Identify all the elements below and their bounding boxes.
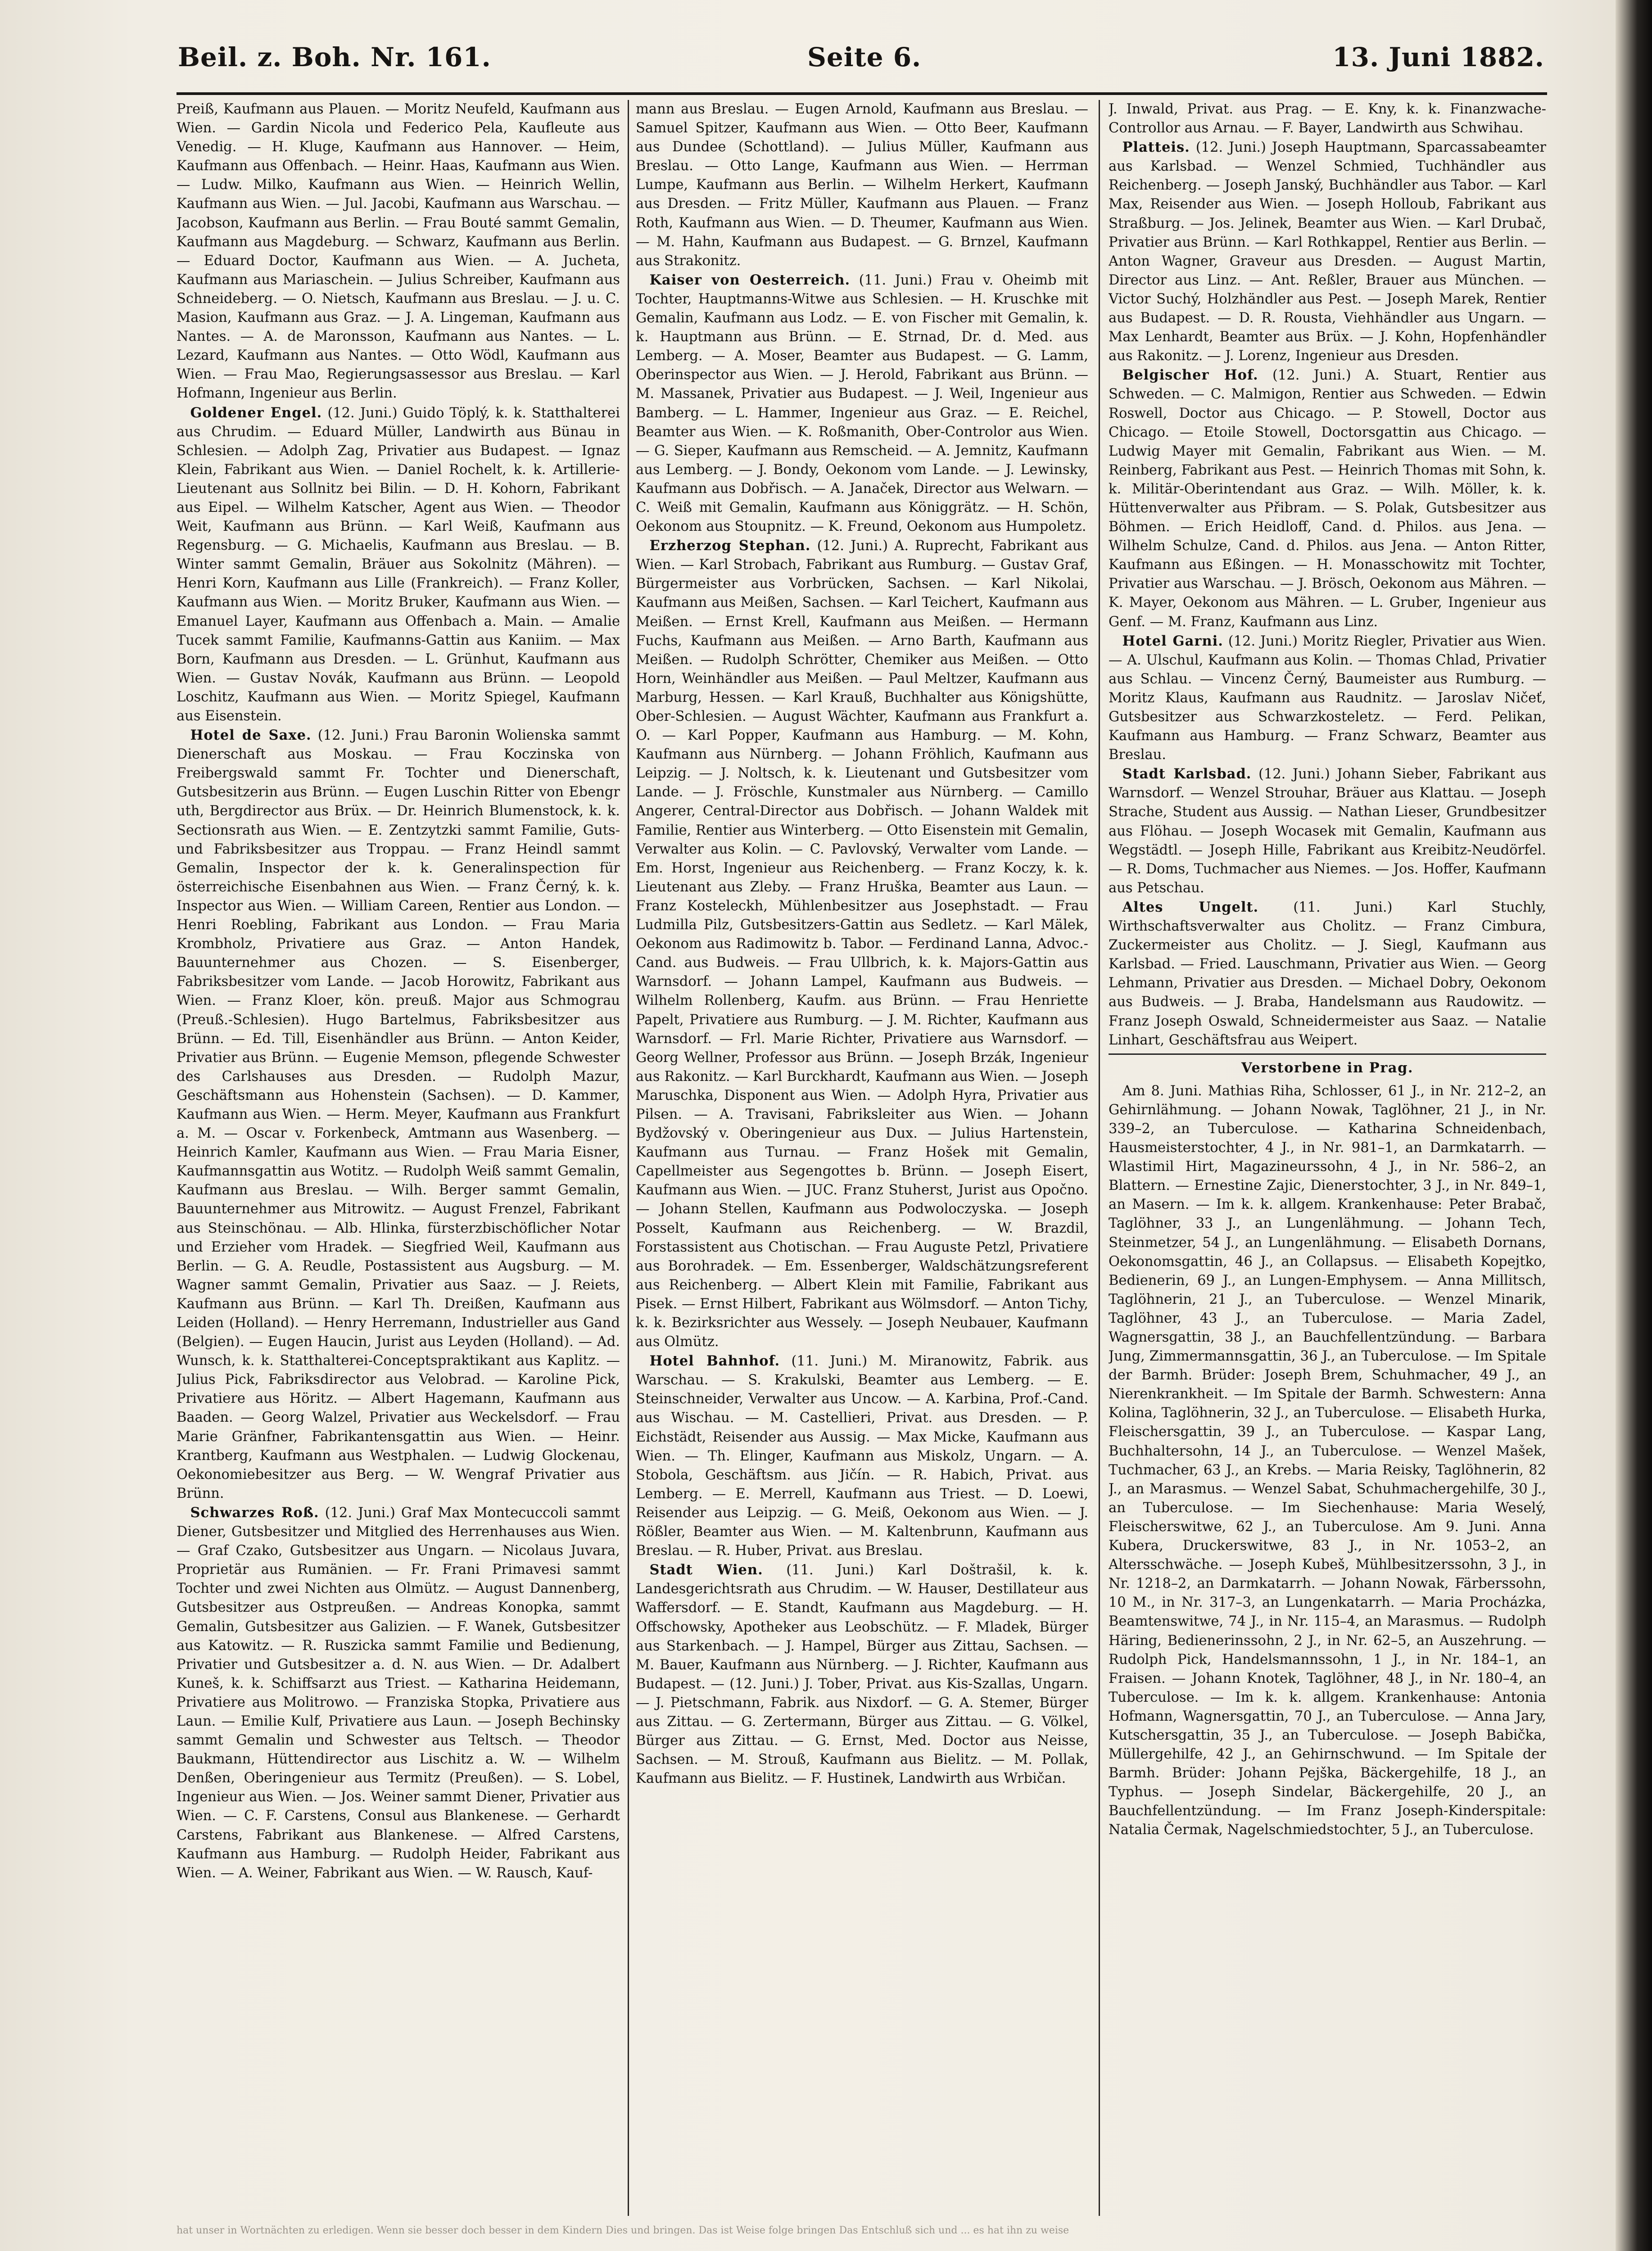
column-divider	[628, 100, 629, 2216]
hotel-name: Schwarzes Roß.	[190, 1504, 319, 1521]
hotel-name: Altes Ungelt.	[1122, 899, 1259, 915]
hotel-entry	[1109, 898, 1546, 1050]
hotel-guests: (12. Juni.) Guido Töplý, k. k. Statthalterei aus Chrudim. — Eduard Müller, Landwirth aus Bünau in Schlesien. — Adolph Zag, Privatier aus Budapest. — Ignaz Klein, Fabrikant aus Wien. — Daniel Rochelt, k. k. Artillerie-Lieutenant aus Sollnitz bei Bilin. — D. H. Kohorn, Fabrikant aus Eipel. — Wilhelm Katscher, Agent aus Wien. — Theodor Weit, Kaufmann aus Brünn. — Karl Weiß, Kaufmann aus Regensburg. — G. Michaelis, Kaufmann aus Breslau. — B. Winter sammt Gemalin, Bräuer aus Sokolnitz (Mähren). — Henri Korn, Kaufmann aus Lille (Frankreich). — Franz Koller, Kaufmann aus Wien. — Moritz Bruker, Kaufmann aus Wien. — Emanuel Layer, Kaufmann aus Offenbach a. Main. — Amalie Tucek sammt Familie, Kaufmanns-Gattin aus Kaniim. — Max Born, Kaufmann aus Dresden. — L. Grünhut, Kaufmann aus Wien. — Gustav Novák, Kaufmann aus Brünn. — Leopold Loschitz, Kaufmann aus Wien. — Moritz Spiegel, Kaufmann aus Eisenstein.	[177, 405, 620, 724]
obituary-text	[1109, 1082, 1546, 1840]
hotel-guests: (12. Juni.) A. Stuart, Rentier aus Schweden. — C. Malmigon, Rentier aus Schweden. — Edwin Roswell, Doctor aus Chicago. — P. Stowell, Doctor aus Chicago. — Etoile Stowell, Doctorsgattin aus Chicago. — Ludwig Mayer mit Gemalin, Fabrikant aus Wien. — M. Reinberg, Fabrikant aus Pest. — Heinrich Thomas mit Sohn, k. k. Militär-Oberintendant aus Graz. — Wilh. Möller, k. k. Hüttenverwalter aus Přibram. — S. Polak, Gutsbesitzer aus Böhmen. — Erich Heidloff, Cand. d. Philos. aus Jena. — Wilhelm Schulze, Cand. d. Philos. aus Jena. — Anton Ritter, Kaufmann aus Eßingen. — H. Monasschowitz mit Tochter, Privatier aus Warschau. — J. Brösch, Oekonom aus Mähren. — K. Mayer, Oekonom aus Mähren. — L. Gruber, Ingenieur aus Genf. — M. Franz, Kaufmann aus Linz.	[1109, 367, 1546, 630]
hotel-guests: (11. Juni.) Karl Stuchly, Wirthschaftsverwalter aus Cholitz. — Franz Cimbura, Zuckermeister aus Cholitz. — J. Siegl, Kaufmann aus Karlsbad. — Fried. Lauschmann, Privatier aus Wien. — Georg Lehmann, Privatier aus Dresden. — Michael Dobry, Oekonom aus Budweis. — J. Braba, Handelsmann aus Raudowitz. — Franz Joseph Oswald, Schneidermeister aus Saaz. — Natalie Linhart, Geschäftsfrau aus Weipert.	[1109, 899, 1546, 1048]
hotel-entry	[1109, 632, 1546, 765]
issue-date: 13. Juni 1882.	[1332, 42, 1544, 72]
hotel-entry	[636, 1560, 1088, 1788]
guest-list-paragraph: Preiß, Kaufmann aus Plauen. — Moritz Neufeld, Kaufmann aus Wien. — Gardin Nicola und Federico Pela, Kaufleute aus Venedig. — H. Kluge, Kaufmann aus Hannover. — Heim, Kaufmann aus Offenbach. — Heinr. Haas, Kaufmann aus Wien. — Ludw. Milko, Kaufmann aus Wien. — Heinrich Wellin, Kaufmann aus Wien. — Jul. Jacobi, Kaufmann aus Warschau. — Jacobson, Kaufmann aus Berlin. — Frau Bouté sammt Gemalin, Kaufmann aus Magdeburg. — Schwarz, Kaufmann aus Berlin. — Eduard Doctor, Kaufmann aus Wien. — A. Jucheta, Kaufmann aus Mariaschein. — Julius Schreiber, Kaufmann aus Schneideberg. — O. Nietsch, Kaufmann aus Breslau. — J. u. C. Masion, Kaufmann aus Graz. — J. A. Lingeman, Kaufmann aus Nantes. — A. de Maronsson, Kaufmann aus Nantes. — L. Lezard, Kaufmann aus Nantes. — Otto Wödl, Kaufmann aus Wien. — Frau Mao, Regierungsassessor aus Breslau. — Karl Hofmann, Ingenieur aus Berlin.	[177, 101, 620, 402]
hotel-name: Hotel de Saxe.	[190, 727, 312, 744]
obituary-section-heading	[1109, 1053, 1546, 1077]
column-1	[177, 100, 620, 2216]
hotel-name: Stadt Wien.	[649, 1562, 763, 1578]
column-2	[636, 100, 1088, 2216]
hotel-entry	[177, 1503, 620, 1883]
hotel-guests: (12. Juni.) Joseph Hauptmann, Sparcassabeamter aus Karlsbad. — Wenzel Schmied, Tuchhändler aus Reichenberg. — Joseph Janský, Buchhändler aus Tabor. — Karl Max, Reisender aus Wien. — Joseph Holloub, Fabrikant aus Straßburg. — Jos. Jelinek, Beamter aus Wien. — Karl Drubač, Privatier aus Brünn. — Karl Rothkappel, Rentier aus Berlin. — Anton Wagner, Graveur aus Dresden. — August Martin, Director aus Linz. — Ant. Reßler, Brauer aus München. — Victor Suchý, Holzhändler aus Pest. — Joseph Marek, Rentier aus Budapest. — D. R. Rousta, Viehhändler aus Ungarn. — Max Lenhardt, Beamter aus Brüx. — J. Kohn, Hopfenhändler aus Rakonitz. — J. Lorenz, Ingenieur aus Dresden.	[1109, 140, 1546, 364]
obituary-entries: Am 8. Juni. Mathias Riha, Schlosser, 61 J., in Nr. 212–2, an Gehirnlähmung. — Johann Nowak, Taglöhner, 21 J., in Nr. 339–2, an Tuberculose. — Katharina Schneidenbach, Hausmeisterstochter, 4 J., in Nr. 981–1, an Darmkatarrh. — Wlastimil Hirt, Magazineurssohn, 4 J., in Nr. 586–2, an Blattern. — Ernestine Zajic, Dienerstochter, 3 J., in Nr. 849–1, an Masern. — Im k. k. allgem. Krankenhause: Peter Brabač, Taglöhner, 33 J., an Lungenlähmung. — Johann Tech, Steinmetzer, 54 J., an Lungenlähmung. — Elisabeth Dornans, Oekonomsgattin, 46 J., an Collapsus. — Elisabeth Kopejtko, Bedienerin, 69 J., an Lungen-Emphysem. — Anna Millitsch, Taglöhnerin, 21 J., an Tuberculose. — Wenzel Minarik, Taglöhner, 43 J., an Tuberculose. — Maria Zadel, Wagnersgattin, 38 J., an Bauchfellentzündung. — Barbara Jung, Zimmermannsgattin, 36 J., an Tuberculose. — Im Spitale der Barmh. Brüder: Joseph Brem, Schuhmacher, 49 J., an Nierenkrankheit. — Im Spitale der Barmh. Schwestern: Anna Kolina, Taglöhnerin, 32 J., an Tuberculose. — Elisabeth Hurka, Fleischersgattin, 39 J., an Tuberculose. — Kaspar Lang, Buchhaltersohn, 14 J., an Tuberculose. — Wenzel Mašek, Tuchmacher, 63 J., an Krebs. — Maria Reisky, Taglöhnerin, 82 J., an Marasmus. — Wenzel Sabat, Schuhmachergehilfe, 30 J., an Tuberculose. — Im Siechenhause: Maria Weselý, Fleischerswitwe, 62 J., an Tuberculose. Am 9. Juni. Anna Kubera, Druckerswitwe, 83 J., in Nr. 1053–2, an Altersschwäche. — Joseph Kubeš, Mühlbesitzerssohn, 3 J., in Nr. 1218–2, an Darmkatarrh. — Johann Nowak, Färberssohn, 10 M., in Nr. 317–3, an Lungenkatarrh. — Maria Procházka, Beamtenswitwe, 74 J., in Nr. 115–4, an Marasmus. — Rudolph Häring, Bedienerinssohn, 2 J., in Nr. 62–5, an Auszehrung. — Rudolph Pick, Handelsmannssohn, 1 J., in Nr. 184–1, an Fraisen. — Johann Knotek, Taglöhner, 48 J., in Nr. 180–4, an Tuberculose. — Im k. k. allgem. Krankenhause: Antonia Hofmann, Wagnersgattin, 70 J., an Tuberculose. — Anna Jary, Kutschersgattin, 35 J., an Tuberculose. — Joseph Babička, Müllergehilfe, 42 J., an Gehirnschwund. — Im Spitale der Barmh. Brüder: Johann Pejška, Bäckergehilfe, 18 J., an Typhus. — Joseph Sindelar, Bäckergehilfe, 20 J., an Bauchfellentzündung. — Im Franz Joseph-Kinderspitale: Natalia Čermak, Nagelschmiedstochter, 5 J., an Tuberculose.	[1109, 1083, 1546, 1838]
hotel-entry	[1109, 366, 1546, 631]
hotel-entry	[1109, 138, 1546, 366]
hotel-guests: (12. Juni.) A. Ruprecht, Fabrikant aus Wien. — Karl Strobach, Fabrikant aus Rumburg. — Gustav Graf, Bürgermeister aus Vorbrücken, Sachsen. — Karl Nikolai, Kaufmann aus Meißen, Sachsen. — Karl Teichert, Kaufmann aus Meißen. — Ernst Krell, Kaufmann aus Meißen. — Hermann Fuchs, Kaufmann aus Meißen. — Arno Barth, Kaufmann aus Meißen. — Rudolph Schrötter, Chemiker aus Meißen. — Otto Horn, Weinhändler aus Meißen. — Paul Meltzer, Kaufmann aus Marburg, Hessen. — Karl Krauß, Buchhalter aus Königshütte, Ober-Schlesien. — August Wächter, Kaufmann aus Frankfurt a. O. — Karl Popper, Kaufmann aus Hamburg. — M. Kohn, Kaufmann aus Nürnberg. — Johann Fröhlich, Kaufmann aus Leipzig. — J. Noltsch, k. k. Lieutenant und Gutsbesitzer vom Lande. — J. Fröschle, Kunstmaler aus Nürnberg. — Camillo Angerer, Central-Director aus Dobřisch. — Johann Waldek mit Familie, Rentier aus Winterberg. — Otto Eisenstein mit Gemalin, Verwalter aus Kolin. — C. Pavlovský, Verwalter vom Lande. — Em. Horst, Ingenieur aus Reichenberg. — Franz Koczy, k. k. Lieutenant aus Zleby. — Franz Hruška, Beamter aus Laun. — Franz Kosteleckh, Mühlenbesitzer aus Josephstadt. — Frau Ludmilla Pilz, Gutsbesitzers-Gattin aus Sedletz. — Karl Mälek, Oekonom aus Radimowitz b. Tabor. — Ferdinand Lanna, Advoc.-Cand. aus Budweis. — Frau Ullbrich, k. k. Majors-Gattin aus Warnsdorf. — Johann Lampel, Kaufmann aus Budweis. — Wilhelm Rollenberg, Kaufm. aus Brünn. — Frau Henriette Papelt, Privatiere aus Rumburg. — J. M. Richter, Kaufmann aus Warnsdorf. — Frl. Marie Richter, Privatiere aus Warnsdorf. — Georg Wellner, Professor aus Brünn. — Joseph Brzák, Ingenieur aus Rakonitz. — Karl Burckhardt, Kaufmann aus Wien. — Joseph Maruschka, Disponent aus Wien. — Adolph Hyra, Privatier aus Pilsen. — A. Travisani, Fabriksleiter aus Wien. — Johann Bydžovský v. Oberingenieur aus Dux. — Julius Hartenstein, Kaufmann aus Turnau. — Franz Hošek mit Gemalin, Capellmeister aus Segengottes b. Brünn. — Joseph Eisert, Kaufmann aus Wien. — JUC. Franz Stuherst, Jurist aus Opočno. — Johann Stellen, Kaufmann aus Podwoloczyska. — Joseph Posselt, Kaufmann aus Reichenberg. — W. Brazdil, Forstassistent aus Chotischan. — Frau Auguste Petzl, Privatiere aus Borohradek. — Em. Essenberger, Waldschätzungsreferent aus Reichenberg. — Albert Klein mit Familie, Fabrikant aus Pisek. — Ernst Hilbert, Fabrikant aus Wölmsdorf. — Anton Tichy, k. k. Bezirksrichter aus Wessely. — Joseph Neubauer, Kaufmann aus Olmütz.	[636, 538, 1088, 1350]
hotel-guests: (12. Juni.) Johann Sieber, Fabrikant aus Warnsdorf. — Wenzel Strouhar, Bräuer aus Klattau. — Joseph Strache, Student aus Aussig. — Nathan Lieser, Grundbesitzer aus Flöhau. — Joseph Wocasek mit Gemalin, Kaufmann aus Wegstädtl. — Joseph Hille, Fabrikant aus Kreibitz-Neudörfel. — R. Doms, Tuchmacher aus Niemes. — Jos. Hoffer, Kaufmann aus Petschau.	[1109, 766, 1546, 896]
page-header	[178, 38, 1544, 74]
hotel-entry	[1109, 764, 1546, 898]
page-number: Seite 6.	[807, 42, 922, 72]
hotel-name: Hotel Garni.	[1122, 633, 1223, 649]
hotel-name: Erzherzog Stephan.	[649, 538, 811, 554]
column-3	[1109, 100, 1546, 2216]
hotel-name: Platteis.	[1122, 139, 1190, 156]
hotel-entry	[177, 403, 620, 726]
book-spine-shadow	[1616, 0, 1652, 2251]
bleed-through-text: hat unser in Wortnächten zu erledigen. Wenn sie besser doch besser in dem Kindern Dies und bringen. Das ist Weise folge bringen Das Entschluß sich und ... es hat ihn zu weise	[177, 2225, 1069, 2236]
hotel-guests: (12. Juni.) Moritz Riegler, Privatier aus Wien. — A. Ulschul, Kaufmann aus Kolin. — Thomas Chlad, Privatier aus Schlau. — Vincenz Černý, Baumeister aus Rumburg. — Moritz Klaus, Kaufmann aus Raudnitz. — Jaroslav Ničeť, Gutsbesitzer aus Schwarzkosteletz. — Ferd. Pelikan, Kaufmann aus Hamburg. — Franz Schwarz, Beamter aus Breslau.	[1109, 633, 1546, 763]
hotel-guests: (12. Juni.) Frau Baronin Wolienska sammt Dienerschaft aus Moskau. — Frau Koczinska von Freibergswald sammt Fr. Tochter und Dienerschaft, Gutsbesitzerin aus Brünn. — Eugen Luschin Ritter von Ebengr uth, Bergdirector aus Brüx. — Dr. Heinrich Blumenstock, k. k. Sectionsrath aus Wien. — E. Zentzytzki sammt Familie, Guts- und Fabriksbesitzer aus Troppau. — Franz Heindl sammt Gemalin, Inspector der k. k. Generalinspection für österreichische Eisenbahnen aus Wien. — Franz Černý, k. k. Inspector aus Wien. — William Careen, Rentier aus London. — Henri Roebling, Fabrikant aus London. — Frau Maria Krombholz, Privatiere aus Graz. — Anton Handek, Bauunternehmer aus Chozen. — S. Eisenberger, Fabriksbesitzer vom Lande. — Jacob Horowitz, Fabrikant aus Wien. — Franz Kloer, kön. preuß. Major aus Schmograu (Preuß.-Schlesien). Hugo Bartelmus, Fabriksbesitzer aus Brünn. — Ed. Till, Eisenhändler aus Brünn. — Anton Keider, Privatier aus Brünn. — Eugenie Memson, pflegende Schwester des Carlshauses aus Dresden. — Rudolph Mazur, Geschäftsmann aus Hohenstein (Sachsen). — D. Kammer, Kaufmann aus Wien. — Herm. Meyer, Kaufmann aus Frankfurt a. M. — Oscar v. Forkenbeck, Amtmann aus Wasenberg. — Heinrich Kamler, Kaufmann aus Wien. — Frau Maria Eisner, Kaufmannsgattin aus Wotitz. — Rudolph Weiß sammt Gemalin, Kaufmann aus Breslau. — Wilh. Berger sammt Gemalin, Bauunternehmer aus Mitrowitz. — August Frenzel, Fabrikant aus Steinschönau. — Alb. Hlinka, fürsterzbischöflicher Notar und Erzieher vom Hradek. — Siegfried Weil, Kaufmann aus Berlin. — G. A. Reudle, Postassistent aus Augsburg. — M. Wagner sammt Gemalin, Privatier aus Saaz. — J. Reiets, Kaufmann aus Brünn. — Karl Th. Dreißen, Kaufmann aus Leiden (Holland). — Henry Herremann, Industrieller aus Gand (Belgien). — Eugen Haucin, Jurist aus Leyden (Holland). — Ad. Wunsch, k. k. Statthalterei-Conceptspraktikant aus Kaplitz. — Julius Pick, Fabriksdirector aus Velobrad. — Karoline Pick, Privatiere aus Höritz. — Albert Hagemann, Kaufmann aus Baaden. — Georg Walzel, Privatier aus Weckelsdorf. — Frau Marie Gränfner, Fabrikantensgattin aus Wien. — Heinr. Krantberg, Kaufmann aus Westphalen. — Ludwig Glockenau, Oekonomiebesitzer aus Berg. — W. Wengraf Privatier aus Brünn.	[177, 728, 620, 1501]
hotel-guests: (11. Juni.) Karl Doštrašil, k. k. Landesgerichtsrath aus Chrudim. — W. Hauser, Destillateur aus Waffersdorf. — E. Standt, Kaufmann aus Magdeburg. — H. Offschowsky, Apotheker aus Leobschütz. — F. Mladek, Bürger aus Starkenbach. — J. Hampel, Bürger aus Zittau, Sachsen. — M. Bauer, Kaufmann aus Nürnberg. — J. Richter, Kaufmann aus Budapest. — (12. Juni.) J. Tober, Privat. aus Kis-Szallas, Ungarn. — J. Pietschmann, Fabrik. aus Nixdorf. — G. A. Stemer, Bürger aus Zittau. — G. Zertermann, Bürger aus Zittau. — G. Völkel, Bürger aus Zittau. — G. Ernst, Med. Doctor aus Neisse, Sachsen. — M. Strouß, Kaufmann aus Bielitz. — M. Pollak, Kaufmann aus Bielitz. — F. Hustinek, Landwirth aus Wrbičan.	[636, 1562, 1088, 1787]
hotel-entry	[636, 271, 1088, 536]
hotel-guests: (12. Juni.) Graf Max Montecuccoli sammt Diener, Gutsbesitzer und Mitglied des Herrenhauses aus Wien. — Graf Czako, Gutsbesitzer aus Ungarn. — Nicolaus Juvara, Proprietär aus Rumänien. — Fr. Frani Primavesi sammt Tochter und zwei Nichten aus Olmütz. — August Dannenberg, Gutsbesitzer aus Ostpreußen. — Andreas Konopka, sammt Gemalin, Gutsbesitzer aus Galizien. — F. Wanek, Gutsbesitzer aus Katowitz. — R. Ruszicka sammt Familie und Bedienung, Privatier und Gutsbesitzer a. d. N. aus Wien. — Dr. Adalbert Kuneš, k. k. Schiffsarzt aus Triest. — Katharina Heidemann, Privatiere aus Molitrowo. — Franziska Stopka, Privatiere aus Laun. — Emilie Kulf, Privatiere aus Laun. — Joseph Bechinsky sammt Gemalin und Schwester aus Teltsch. — Theodor Baukmann, Hüttendirector aus Lischitz a. W. — Wilhelm Denßen, Oberingenieur aus Termitz (Preußen). — S. Lobel, Ingenieur aus Wien. — Jos. Weiner sammt Diener, Privatier aus Wien. — C. F. Carstens, Consul aus Blankenese. — Gerhardt Carstens, Fabrikant aus Blankenese. — Alfred Carstens, Kaufmann aus Hamburg. — Rudolph Heider, Fabrikant aus Wien. — A. Weiner, Fabrikant aus Wien. — W. Rausch, Kauf-	[177, 1505, 620, 1881]
hotel-name: Belgischer Hof.	[1122, 367, 1258, 384]
hotel-name: Stadt Karlsbad.	[1122, 766, 1252, 782]
section-rule	[1109, 1053, 1546, 1055]
supplement-number: Beil. z. Boh. Nr. 161.	[178, 42, 491, 72]
guest-list-paragraph: mann aus Breslau. — Eugen Arnold, Kaufmann aus Breslau. — Samuel Spitzer, Kaufmann aus Wien. — Otto Beer, Kaufmann aus Dundee (Schottland). — Julius Müller, Kaufmann aus Breslau. — Otto Lange, Kaufmann aus Wien. — Herrman Lumpe, Kaufmann aus Berlin. — Wilhelm Herkert, Kaufmann aus Dresden. — Fritz Müller, Kaufmann aus Plauen. — Franz Roth, Kaufmann aus Wien. — D. Theumer, Kaufmann aus Wien. — M. Hahn, Kaufmann aus Budapest. — G. Brnzel, Kaufmann aus Strakonitz.	[636, 101, 1088, 269]
header-rule	[177, 92, 1547, 95]
hotel-entry	[636, 536, 1088, 1352]
guest-list-paragraph: J. Inwald, Privat. aus Prag. — E. Kny, k. k. Finanzwache-Controllor aus Arnau. — F. Bayer, Landwirth aus Schwihau.	[1109, 101, 1546, 136]
hotel-name: Hotel Bahnhof.	[649, 1353, 780, 1370]
hotel-name: Goldener Engel.	[190, 404, 322, 421]
hotel-guests: (11. Juni.) M. Miranowitz, Fabrik. aus Warschau. — S. Krakulski, Beamter aus Lemberg. — E. Steinschneider, Verwalter aus Uncow. — A. Karbina, Prof.-Cand. aus Wischau. — M. Castellieri, Privat. aus Dresden. — P. Eichstädt, Reisender aus Aussig. — Max Micke, Kaufmann aus Wien. — Th. Elinger, Kaufmann aus Miskolz, Ungarn. — A. Stobola, Geschäftsm. aus Jičín. — R. Habich, Privat. aus Lemberg. — E. Merrell, Kaufmann aus Triest. — D. Loewi, Reisender aus Leipzig. — G. Meiß, Oekonom aus Wien. — J. Rößler, Beamter aus Wien. — M. Kaltenbrunn, Kaufmann aus Breslau. — R. Huber, Privat. aus Breslau.	[636, 1353, 1088, 1559]
hotel-entry	[177, 726, 620, 1503]
hotel-entry	[636, 1352, 1088, 1560]
hotel-name: Kaiser von Oesterreich.	[649, 271, 851, 288]
column-divider	[1099, 100, 1100, 2216]
hotel-guests: (11. Juni.) Frau v. Oheimb mit Tochter, Hauptmanns-Witwe aus Schlesien. — H. Kruschke mit Gemalin, Kaufmann aus Lodz. — E. von Fischer mit Gemalin, k. k. Hauptmann aus Brünn. — E. Strnad, Dr. d. Med. aus Lemberg. — A. Moser, Beamter aus Budapest. — G. Lamm, Oberinspector aus Wien. — J. Herold, Fabrikant aus Brünn. — M. Massanek, Privatier aus Budapest. — J. Weil, Ingenieur aus Bamberg. — L. Hammer, Ingenieur aus Graz. — E. Reichel, Beamter aus Wien. — K. Roßmanith, Ober-Controlor aus Wien. — G. Sieper, Kaufmann aus Remscheid. — A. Jemnitz, Kaufmann aus Lemberg. — J. Bondy, Oekonom vom Lande. — J. Lewinsky, Kaufmann aus Dobřisch. — A. Janaček, Director aus Welwarn. — C. Weiß mit Gemalin, Kaufmann aus Königgrätz. — H. Schön, Oekonom aus Stoupnitz. — K. Freund, Oekonom aus Humpoletz.	[636, 272, 1088, 535]
obituary-heading-text: Verstorbene in Prag.	[1241, 1059, 1414, 1076]
